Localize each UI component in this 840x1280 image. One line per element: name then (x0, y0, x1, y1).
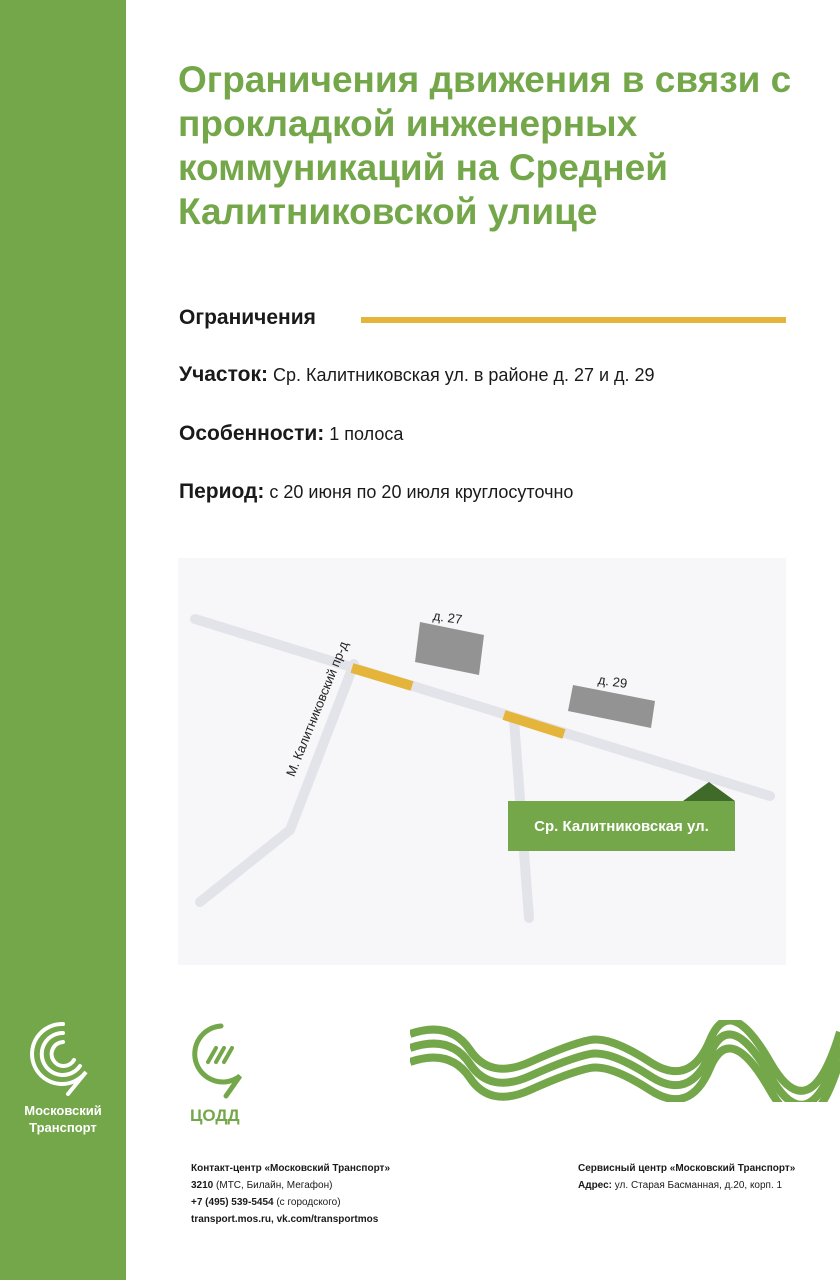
contact-links: transport.mos.ru, vk.com/transportmos (191, 1214, 379, 1225)
segment-label: Участок: (179, 363, 268, 386)
service-address-label: Адрес: (578, 1180, 612, 1191)
wave-ornament-icon (410, 1020, 840, 1102)
service-center-block (578, 1160, 818, 1194)
moscow-transport-logo (0, 1020, 126, 1136)
street-badge: Ср. Калитниковская ул. (508, 801, 735, 851)
street-badge-pointer (683, 782, 735, 801)
segment-value: Ср. Калитниковская ул. в районе д. 27 и д. 29 (272, 365, 655, 385)
building-27 (415, 622, 484, 675)
segment-row (179, 362, 655, 388)
moscow-transport-name-line1: Московский (24, 1103, 102, 1118)
green-sidebar (0, 0, 126, 1280)
period-row (179, 479, 573, 505)
side-street-label: М. Калитниковский пр-д (283, 639, 352, 779)
restriction-map (178, 558, 786, 965)
moscow-transport-name-line2: Транспорт (29, 1120, 97, 1135)
contact-short-number-row (191, 1177, 390, 1194)
features-value: 1 полоса (329, 424, 404, 444)
contact-short-number-note: (МТС, Билайн, Мегафон) (213, 1180, 333, 1191)
service-address-row (578, 1177, 818, 1194)
service-address-value: ул. Старая Басманная, д.20, корп. 1 (612, 1180, 783, 1191)
wave-ornament (410, 1020, 840, 1106)
codd-logo (186, 1020, 266, 1126)
period-label: Период: (179, 480, 265, 503)
codd-logo-icon (186, 1020, 256, 1100)
building-27-label: д. 27 (432, 608, 464, 627)
section-heading: Ограничения (179, 306, 316, 329)
features-row (179, 421, 403, 447)
contact-center-heading: Контакт-центр «Московский Транспорт» (191, 1163, 391, 1174)
page-title: Ограничения движения в связи с прокладкой инженерных коммуникаций на Средней Калитниковской улице (178, 59, 792, 232)
contact-short-number: 3210 (191, 1180, 214, 1191)
contact-phone-note: (с городского) (273, 1197, 341, 1208)
codd-name: ЦОДД (190, 1106, 240, 1125)
moscow-transport-logo-icon (28, 1020, 98, 1098)
features-label: Особенности: (179, 422, 325, 445)
section-divider (361, 317, 786, 323)
service-center-heading: Сервисный центр «Московский Транспорт» (578, 1163, 796, 1174)
contact-center-block (191, 1160, 390, 1228)
map-drawing (178, 558, 786, 965)
building-29 (568, 685, 655, 728)
period-value: с 20 июня по 20 июля круглосуточно (269, 482, 574, 502)
contact-phone: +7 (495) 539-5454 (191, 1197, 274, 1208)
building-29-label: д. 29 (597, 672, 629, 691)
contact-phone-row (191, 1194, 390, 1211)
side-street-road (200, 664, 354, 902)
restriction-segment-1 (352, 668, 412, 686)
